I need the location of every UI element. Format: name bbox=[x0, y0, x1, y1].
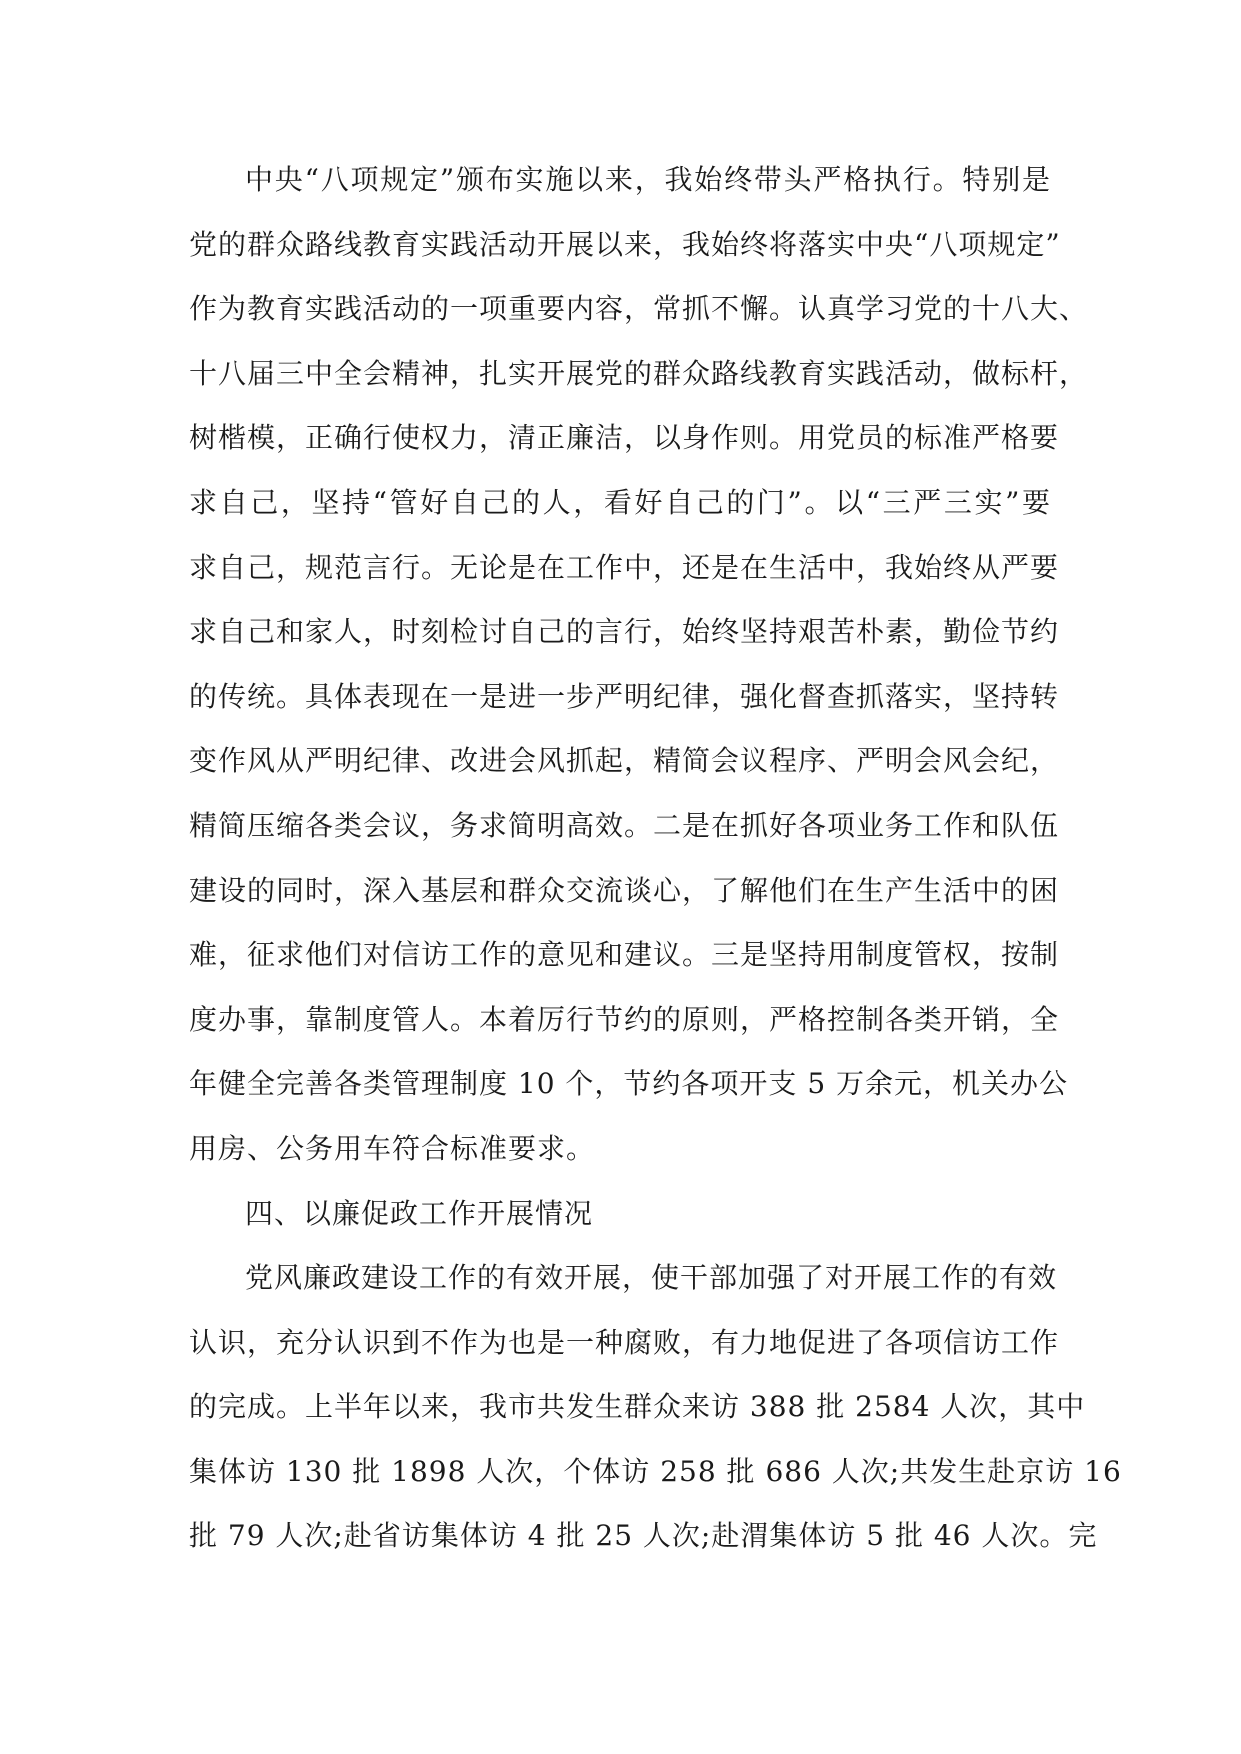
document-body bbox=[189, 148, 1122, 1569]
text-line: 作为教育实践活动的一项重要内容，常抓不懈。认真学习党的十八大、 bbox=[189, 292, 1089, 326]
text-line: 度办事，靠制度管人。本着厉行节约的原则，严格控制各类开销，全 bbox=[189, 1002, 1060, 1036]
text-line: 难，征求他们对信访工作的意见和建议。三是坚持用制度管权，按制 bbox=[189, 938, 1060, 972]
text-line: 建设的同时，深入基层和群众交流谈心，了解他们在生产生活中的困 bbox=[189, 873, 1060, 907]
text-line: 求自己，规范言行。无论是在工作中，还是在生活中，我始终从严要 bbox=[189, 550, 1060, 584]
text-line: 十八届三中全会精神，扎实开展党的群众路线教育实践活动，做标杆， bbox=[189, 356, 1089, 390]
text-line: 批 79 人次;赴省访集体访 4 批 25 人次;赴渭集体访 5 批 46 人次。完 bbox=[189, 1519, 1098, 1553]
paragraph-party-rules bbox=[189, 148, 1089, 1182]
paragraph-petition-work bbox=[189, 1246, 1122, 1569]
text-line: 求自己，坚持“管好自己的人，看好自己的门”。以“三严三实”要 bbox=[189, 485, 1051, 519]
text-line: 中央“八项规定”颁布实施以来，我始终带头严格执行。特别是 bbox=[245, 163, 1051, 196]
text-line: 党风廉政建设工作的有效开展，使干部加强了对开展工作的有效 bbox=[245, 1261, 1058, 1295]
text-line: 树楷模，正确行使权力，清正廉洁，以身作则。用党员的标准严格要 bbox=[189, 421, 1060, 455]
heading-line: 四、以廉促政工作开展情况 bbox=[245, 1196, 594, 1230]
text-line: 认识，充分认识到不作为也是一种腐败，有力地促进了各项信访工作 bbox=[189, 1325, 1060, 1359]
text-line: 求自己和家人，时刻检讨自己的言行，始终坚持艰苦朴素，勤俭节约 bbox=[189, 615, 1060, 649]
text-line: 党的群众路线教育实践活动开展以来，我始终将落实中央“八项规定” bbox=[189, 227, 1061, 261]
text-line: 的完成。上半年以来，我市共发生群众来访 388 批 2584 人次，其中 bbox=[189, 1390, 1086, 1424]
text-line: 的传统。具体表现在一是进一步严明纪律，强化督查抓落实，坚持转 bbox=[189, 679, 1060, 713]
text-line: 变作风从严明纪律、改进会风抓起，精简会议程序、严明会风会纪， bbox=[189, 744, 1060, 778]
text-line: 集体访 130 批 1898 人次，个体访 258 批 686 人次;共发生赴京访 16 bbox=[189, 1454, 1122, 1488]
text-line: 用房、公务用车符合标准要求。 bbox=[189, 1131, 596, 1165]
section-heading bbox=[189, 1182, 1051, 1247]
text-line: 年健全完善各类管理制度 10 个，节约各项开支 5 万余元，机关办公 bbox=[189, 1067, 1069, 1101]
text-line: 精简压缩各类会议，务求简明高效。二是在抓好各项业务工作和队伍 bbox=[189, 808, 1060, 842]
